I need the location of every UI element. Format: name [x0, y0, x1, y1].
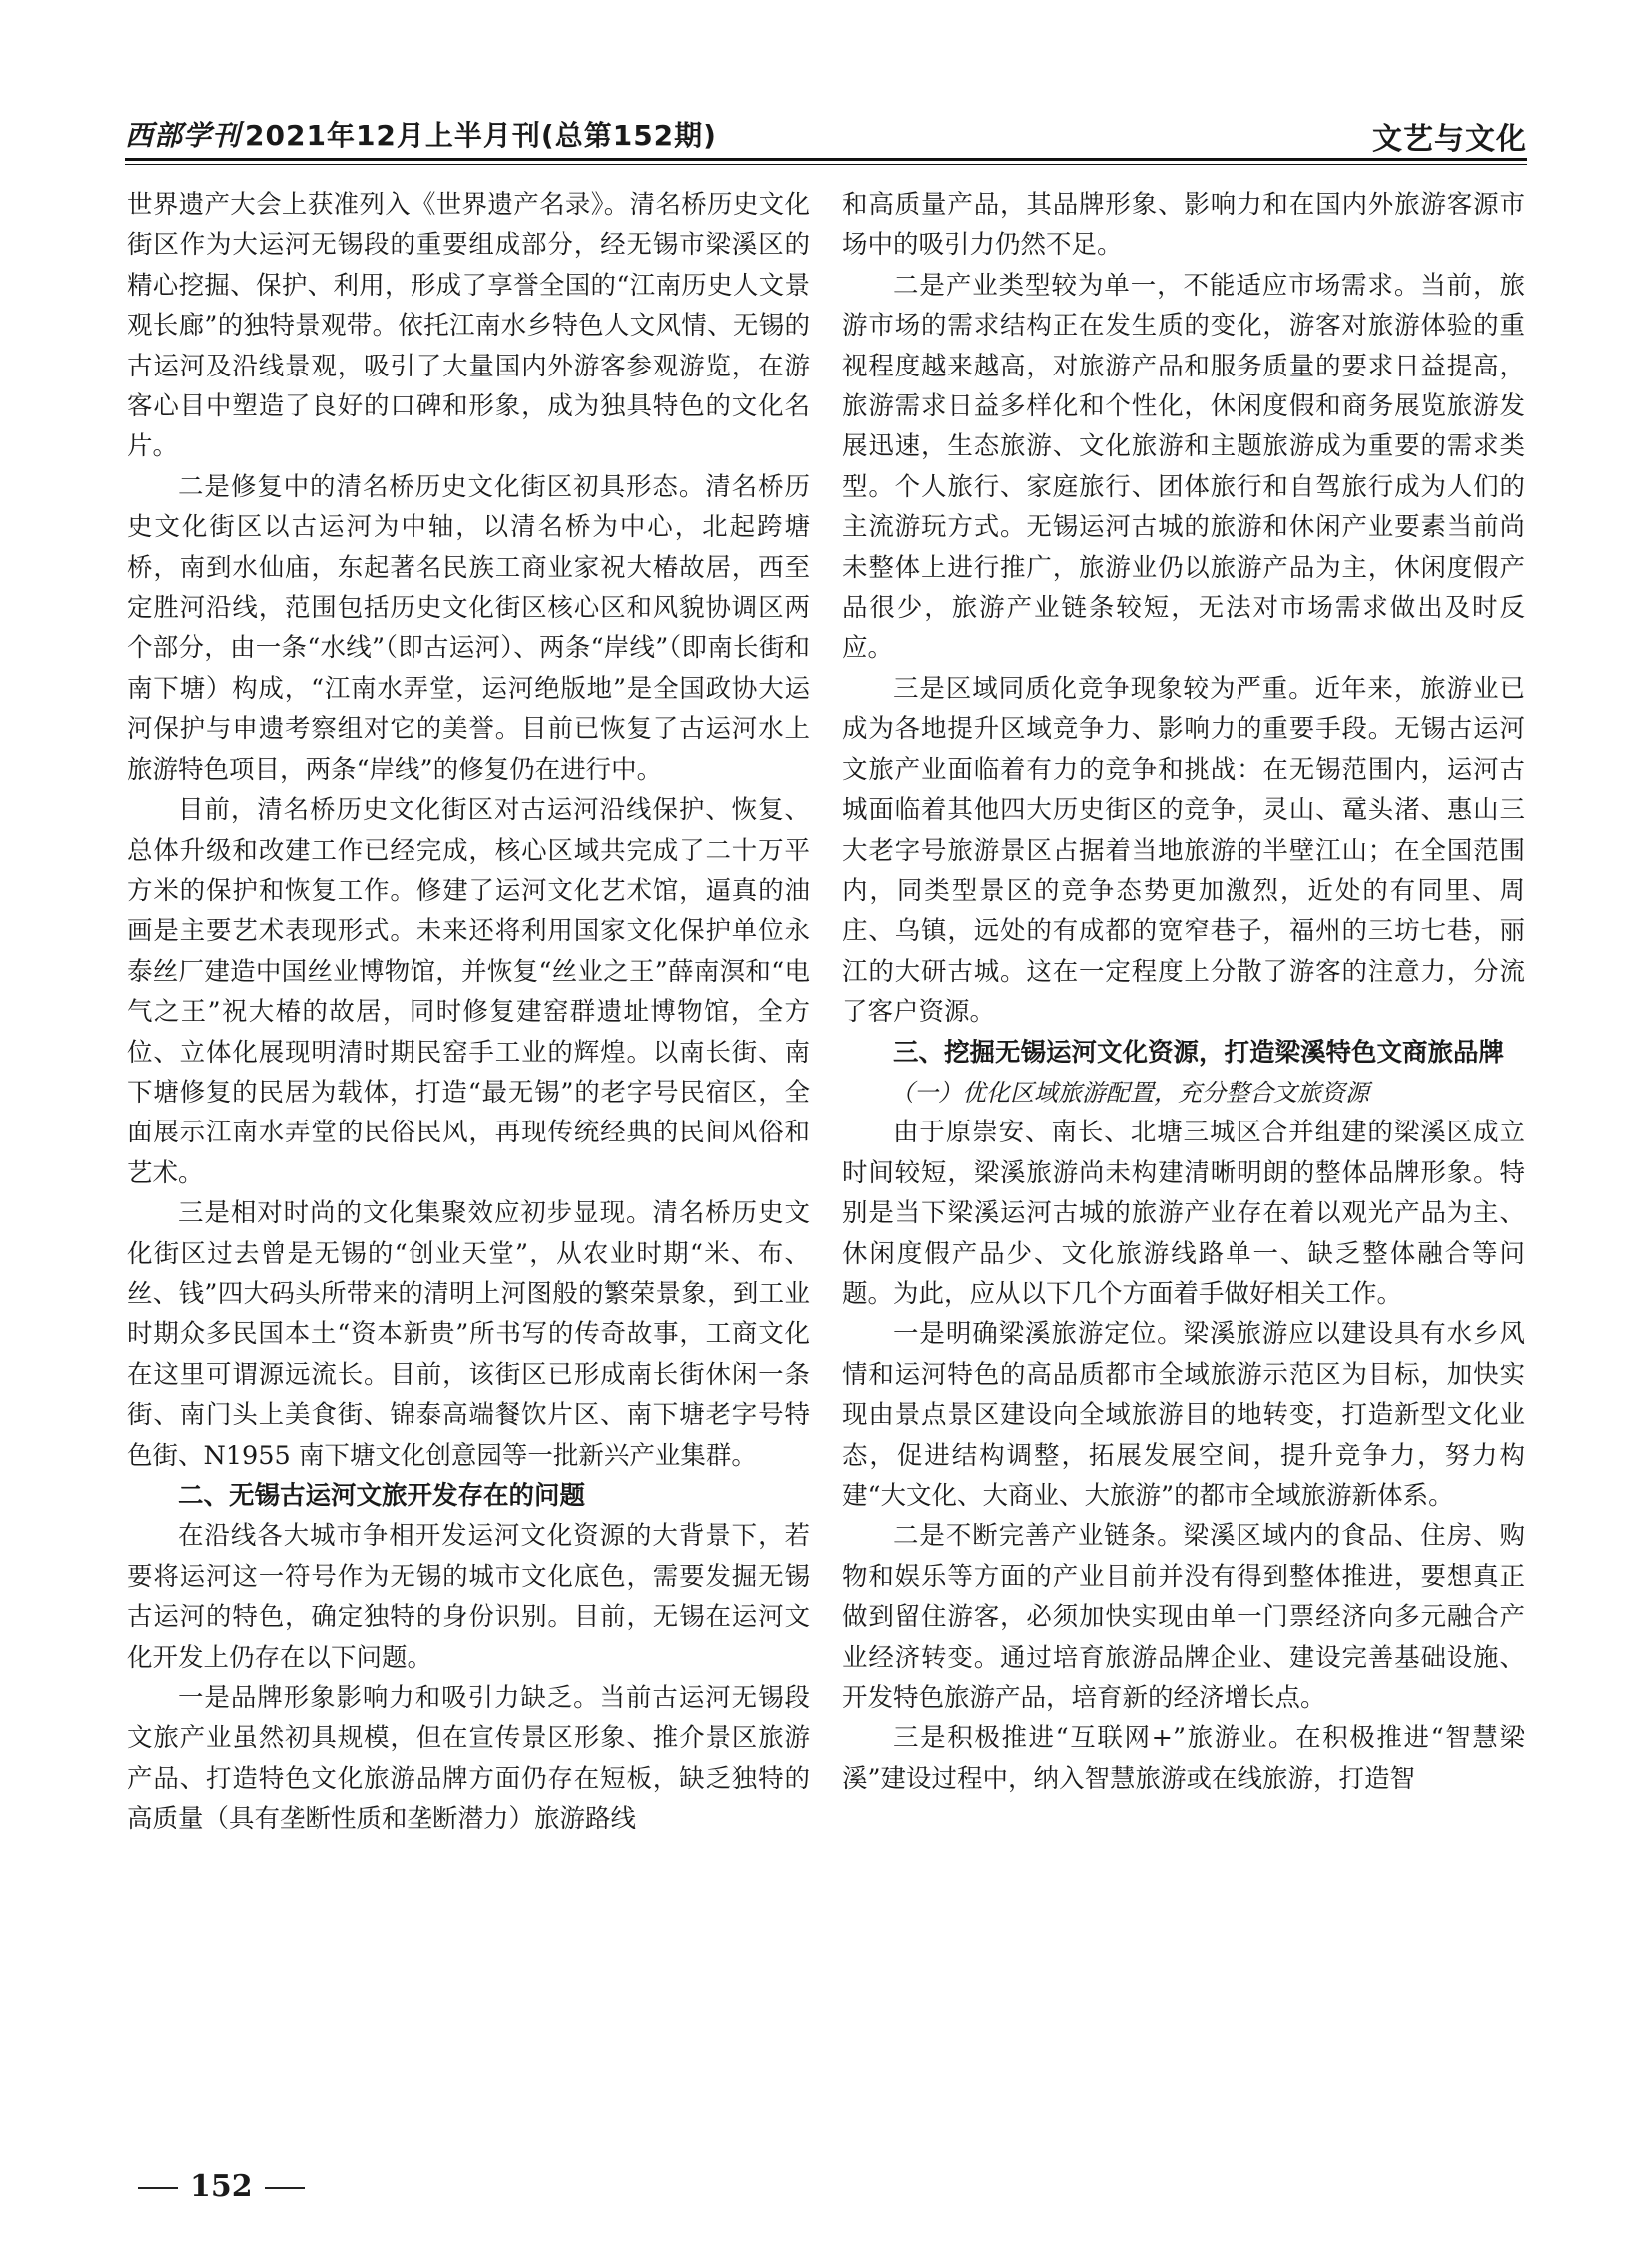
section-label: 文艺与文化: [1372, 122, 1527, 157]
body-paragraph: 目前，清名桥历史文化街区对古运河沿线保护、恢复、总体升级和改建工作已经完成，核心区域共完成了二十万平方米的保护和恢复工作。修建了运河文化艺术馆，逼真的油画是主要艺术表现形式。未来还将利用国家文化保护单位永泰丝厂建造中国丝业博物馆，并恢复“丝业之王”薛南溟和“电气之王”祝大椿的故居，同时修复建窑群遗址博物馆，全方位、立体化展现明清时期民窑手工业的辉煌。以南长街、南下塘修复的民居为载体，打造“最无锡”的老字号民宿区，全面展示江南水弄堂的民俗民风，再现传统经典的民间风俗和艺术。: [127, 795, 810, 1188]
left-text-column: [127, 185, 810, 2082]
body-paragraph: 三是积极推进“互联网+”旅游业。在积极推进“智慧梁溪”建设过程中，纳入智慧旅游或在线旅游，打造智: [842, 1723, 1525, 1794]
journal-header-title: [125, 114, 717, 154]
body-paragraph: 世界遗产大会上获准列入《世界遗产名录》。清名桥历史文化街区作为大运河无锡段的重要组成部分，经无锡市梁溪区的精心挖掘、保护、利用，形成了享誉全国的“江南历史人文景观长廊”的独特景观带。依托江南水乡特色人文风情、无锡的古运河及沿线景观，吸引了大量国内外游客参观游览，在游客心目中塑造了良好的口碑和形象，成为独具特色的文化名片。: [127, 190, 810, 462]
header-rule-thick: [125, 158, 1527, 161]
right-text-column: [842, 185, 1525, 2082]
body-paragraph: 二是产业类型较为单一，不能适应市场需求。当前，旅游市场的需求结构正在发生质的变化，游客对旅游体验的重视程度越来越高，对旅游产品和服务质量的要求日益提高，旅游需求日益多样化和个性化，休闲度假和商务展览旅游发展迅速，生态旅游、文化旅游和主题旅游成为重要的需求类型。个人旅行、家庭旅行、团体旅行和自驾旅行成为人们的主流游玩方式。无锡运河古城的旅游和休闲产业要素当前尚未整体上进行推广，旅游业仍以旅游产品为主，休闲度假产品很少，旅游产业链条较短，无法对市场需求做出及时反应。: [842, 270, 1525, 664]
section-heading: 三、挖掘无锡运河文化资源，打造梁溪特色文商旅品牌: [893, 1037, 1505, 1068]
subsection-heading: （一）优化区域旅游配置，充分整合文旅资源: [890, 1078, 1369, 1107]
page-number: 152: [190, 2169, 253, 2204]
running-header: [125, 106, 1527, 158]
body-paragraph: 一是明确梁溪旅游定位。梁溪旅游应以建设具有水乡风情和运河特色的高品质都市全域旅游示范区为目标，加快实现由景点景区建设向全域旅游目的地转变，打造新型文化业态，促进结构调整，拓展发展空间，提升竞争力，努力构建“大文化、大商业、大旅游”的都市全域旅游新体系。: [842, 1319, 1525, 1511]
page-footer: [126, 2169, 317, 2204]
body-paragraph: 二是不断完善产业链条。梁溪区域内的食品、住房、购物和娱乐等方面的产业目前并没有得到整体推进，要想真正做到留住游客，必须加快实现由单一门票经济向多元融合产业经济转变。通过培育旅游品牌企业、建设完善基础设施、开发特色旅游产品，培育新的经济增长点。: [842, 1521, 1525, 1714]
body-paragraph: 由于原崇安、南长、北塘三城区合并组建的梁溪区成立时间较短，梁溪旅游尚未构建清晰明朗的整体品牌形象。特别是当下梁溪运河古城的旅游产业存在着以观光产品为主、休闲度假产品少、文化旅游线路单一、缺乏整体融合等问题。为此，应从以下几个方面着手做好相关工作。: [842, 1118, 1525, 1309]
body-paragraph: 和高质量产品，其品牌形象、影响力和在国内外旅游客源市场中的吸引力仍然不足。: [842, 190, 1525, 261]
issue-label: 2021年12月上半月刊(总第152期): [245, 119, 717, 152]
body-paragraph: 二是修复中的清名桥历史文化街区初具形态。清名桥历史文化街区以古运河为中轴，以清名桥为中心，北起跨塘桥，南到水仙庙，东起著名民族工商业家祝大椿故居，西至定胜河沿线，范围包括历史文化街区核心区和风貌协调区两个部分，由一条“水线”（即古运河）、两条“岸线”（即南长街和南下塘）构成，“江南水弄堂，运河绝版地”是全国政协大运河保护与申遗考察组对它的美誉。目前已恢复了古运河水上旅游特色项目，两条“岸线”的修复仍在进行中。: [127, 471, 810, 785]
footer-dash-right: [265, 2187, 305, 2189]
header-rule-thin: [125, 164, 1527, 165]
journal-logo: 西部学刊: [125, 119, 242, 152]
body-paragraph: 一是品牌形象影响力和吸引力缺乏。当前古运河无锡段文旅产业虽然初具规模，但在宣传景区形象、推介景区旅游产品、打造特色文化旅游品牌方面仍存在短板，缺乏独特的高质量（具有垄断性质和垄断潜力）旅游路线: [127, 1683, 810, 1835]
section-heading: 二、无锡古运河文旅开发存在的问题: [178, 1481, 586, 1511]
body-paragraph: 三是区域同质化竞争现象较为严重。近年来，旅游业已成为各地提升区域竞争力、影响力的重要手段。无锡古运河文旅产业面临着有力的竞争和挑战：在无锡范围内，运河古城面临着其他四大历史街区的竞争，灵山、鼋头渚、惠山三大老字号旅游景区占据着当地旅游的半壁江山；在全国范围内，同类型景区的竞争态势更加激烈，近处的有同里、周庄、乌镇，远处的有成都的宽窄巷子，福州的三坊七巷，丽江的大研古城。这在一定程度上分散了游客的注意力，分流了客户资源。: [842, 673, 1525, 1028]
body-paragraph: 在沿线各大城市争相开发运河文化资源的大背景下，若要将运河这一符号作为无锡的城市文化底色，需要发掘无锡古运河的特色，确定独特的身份识别。目前，无锡在运河文化开发上仍存在以下问题。: [127, 1521, 810, 1673]
footer-dash-left: [138, 2187, 178, 2189]
body-paragraph: 三是相对时尚的文化集聚效应初步显现。清名桥历史文化街区过去曾是无锡的“创业天堂”，从农业时期“米、布、丝、钱”四大码头所带来的清明上河图般的繁荣景象，到工业时期众多民国本土“资本新贵”所书写的传奇故事，工商文化在这里可谓源远流长。目前，该街区已形成南长街休闲一条街、南门头上美食街、锦泰高端餐饮片区、南下塘老字号特色街、N1955 南下塘文化创意园等一批新兴产业集群。: [127, 1198, 810, 1471]
